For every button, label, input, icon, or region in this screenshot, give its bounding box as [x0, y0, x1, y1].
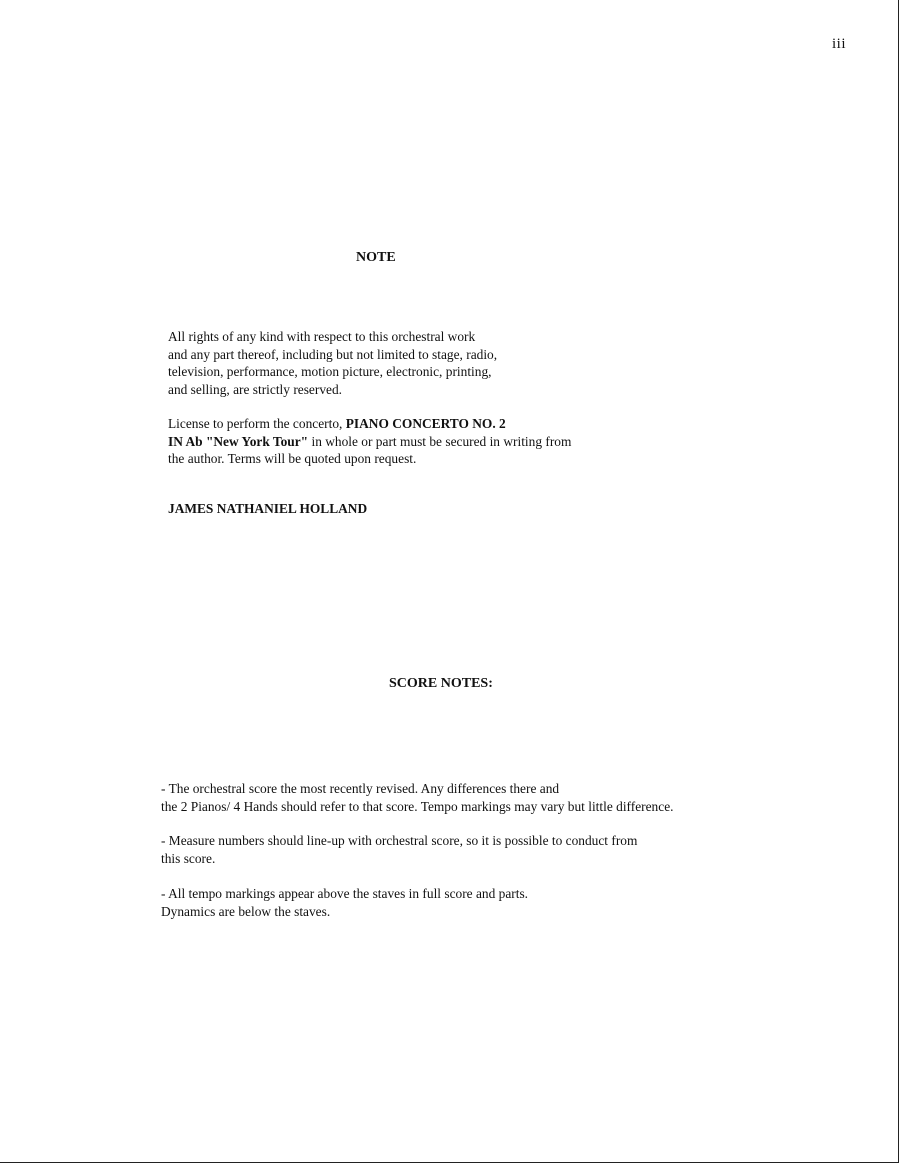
score-note-item	[161, 832, 637, 867]
license-suffix: in whole or part must be secured in writing from	[308, 433, 572, 449]
license-prefix: License to perform the concerto,	[168, 416, 346, 431]
score-note-line: - Measure numbers should line-up with orchestral score, so it is possible to conduct from	[161, 833, 638, 848]
rights-line: and selling, are strictly reserved.	[168, 381, 343, 397]
author-name: JAMES NATHANIEL HOLLAND	[168, 501, 368, 516]
score-note-line: Dynamics are below the staves.	[161, 903, 331, 919]
rights-line: television, performance, motion picture, electronic, printing,	[168, 364, 492, 379]
page-number: iii	[831, 36, 846, 52]
score-note-line: - All tempo markings appear above the staves in full score and parts.	[161, 886, 529, 901]
concerto-title: PIANO CONCERTO NO. 2	[345, 416, 506, 431]
license-line	[168, 433, 571, 451]
note-heading: NOTE	[356, 250, 396, 265]
rights-paragraph	[168, 328, 497, 398]
score-note-line: the 2 Pianos/ 4 Hands should refer to that score. Tempo markings may vary but little difference.	[161, 798, 674, 814]
license-line: the author. Terms will be quoted upon request.	[168, 451, 417, 466]
score-note-line: - The orchestral score the most recently revised. Any differences there and	[161, 781, 560, 796]
score-note-line: this score.	[161, 850, 216, 866]
rights-line: All rights of any kind with respect to this orchestral work	[168, 329, 476, 344]
license-paragraph	[168, 415, 571, 468]
score-note-item	[161, 885, 528, 920]
score-note-item	[161, 780, 674, 815]
score-notes-heading: SCORE NOTES:	[389, 676, 493, 691]
concerto-subtitle: IN Ab "New York Tour"	[168, 433, 309, 449]
rights-line: and any part thereof, including but not limited to stage, radio,	[168, 346, 498, 362]
license-line	[168, 415, 571, 433]
